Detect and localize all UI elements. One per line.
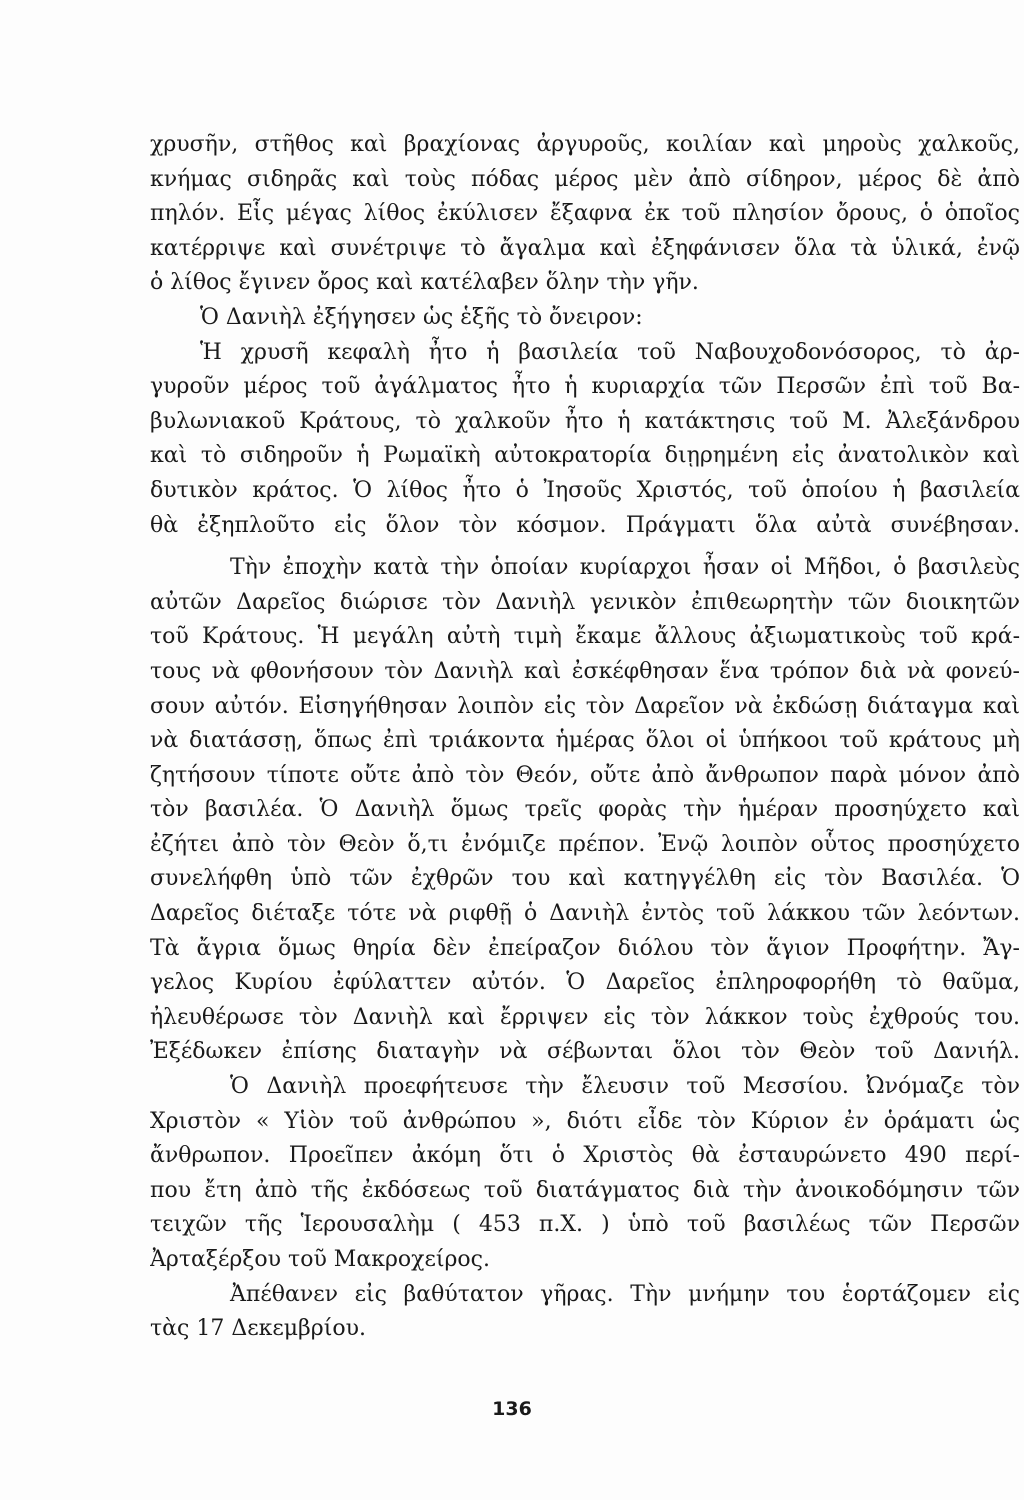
text-line: δυτικὸν κράτος. Ὁ λίθος ἦτο ὁ Ἰησοῦς Χριστός, τοῦ ὁποίου ἡ βασιλεία — [150, 477, 1020, 503]
text-line: αὐτῶν Δαρεῖος διώρισε τὸν Δανιὴλ γενικὸν ἐπιθεωρητὴν τῶν διοικητῶν — [150, 589, 1020, 615]
text-line: σουν αὐτόν. Εἰσηγήθησαν λοιπὸν εἰς τὸν Δαρεῖον νὰ ἐκδώσῃ διάταγμα καὶ — [150, 693, 1020, 719]
text-line: Χριστὸν « Υἱὸν τοῦ ἀνθρώπου », διότι εἶδε τὸν Κύριον ἐν ὁράματι ὡς — [150, 1108, 1020, 1134]
text-line: χρυσῆν, στῆθος καὶ βραχίονας ἀργυροῦς, κοιλίαν καὶ μηροὺς χαλκοῦς, — [150, 132, 1020, 157]
text-line: κνήμας σιδηρᾶς καὶ τοὺς πόδας μέρος μὲν ἀπὸ σίδηρον, μέρος δὲ ἀπὸ — [150, 166, 1020, 192]
body-text — [150, 128, 1020, 1347]
text-line: τειχῶν τῆς Ἱερουσαλὴμ ( 453 π.Χ. ) ὑπὸ τοῦ βασιλέως τῶν Περσῶν — [150, 1212, 1020, 1238]
text-line: τὸν βασιλέα. Ὁ Δανιὴλ ὅμως τρεῖς φορὰς τὴν ἡμέραν προσηύχετο καὶ — [150, 797, 1020, 823]
text-line: Τὰ ἄγρια ὅμως θηρία δὲν ἐπείραζον διόλου τὸν ἅγιον Προφήτην. Ἄγ- — [150, 935, 1020, 961]
text-line: γελος Κυρίου ἐφύλαττεν αὐτόν. Ὁ Δαρεῖος ἐπληροφορήθη τὸ θαῦμα, — [150, 970, 1020, 996]
text-line: συνελήφθη ὑπὸ τῶν ἐχθρῶν του καὶ κατηγγέλθη εἰς τὸν Βασιλέα. Ὁ — [150, 866, 1020, 892]
text-line: ὁ λίθος ἔγινεν ὄρος καὶ κατέλαβεν ὅλην τὴν γῆν. — [150, 270, 699, 296]
text-line: Τὴν ἐποχὴν κατὰ τὴν ὁποίαν κυρίαρχοι ἦσαν οἱ Μῆδοι, ὁ βασιλεὺς — [230, 555, 1020, 581]
text-line: ἠλευθέρωσε τὸν Δανιὴλ καὶ ἔρριψεν εἰς τὸν λάκκον τοὺς ἐχθρούς του. — [150, 1004, 1020, 1030]
text-line: Δαρεῖος διέταξε τότε νὰ ριφθῇ ὁ Δανιὴλ ἐντὸς τοῦ λάκκου τῶν λεόντων. — [150, 901, 1020, 927]
page-number: 136 — [492, 1398, 532, 1420]
text-line: καὶ τὸ σιδηροῦν ἡ Ρωμαϊκὴ αὐτοκρατορία διῃρημένη εἰς ἀνατολικὸν καὶ — [150, 443, 1020, 469]
text-line: νὰ διατάσσῃ, ὅπως ἐπὶ τριάκοντα ἡμέρας ὅλοι οἱ ὑπήκοοι τοῦ κράτους μὴ — [150, 728, 1020, 754]
text-line: πηλόν. Εἷς μέγας λίθος ἐκύλισεν ἔξαφνα ἐκ τοῦ πλησίον ὄρους, ὁ ὁποῖος — [150, 201, 1020, 227]
text-line: γυροῦν μέρος τοῦ ἀγάλματος ἦτο ἡ κυριαρχία τῶν Περσῶν ἐπὶ τοῦ Βα- — [150, 374, 1020, 400]
text-line: κατέρριψε καὶ συνέτριψε τὸ ἄγαλμα καὶ ἐξηφάνισεν ὅλα τὰ ὑλικά, ἐνῷ — [150, 235, 1020, 261]
text-line: Ἡ χρυσῆ κεφαλὴ ἦτο ἡ βασιλεία τοῦ Ναβουχοδονόσορος, τὸ ἀρ- — [200, 339, 1020, 365]
text-line: ζητήσουν τίποτε οὔτε ἀπὸ τὸν Θεόν, οὔτε ἀπὸ ἄνθρωπον παρὰ μόνον ἀπὸ — [150, 762, 1020, 788]
text-line: τὰς 17 Δεκεμβρίου. — [150, 1316, 366, 1342]
text-line: βυλωνιακοῦ Κράτους, τὸ χαλκοῦν ἦτο ἡ κατάκτησις τοῦ Μ. Ἀλεξάνδρου — [150, 408, 1020, 434]
text-line: Ὁ Δανιὴλ ἐξήγησεν ὡς ἑξῆς τὸ ὄνειρον: — [200, 304, 643, 330]
text-line: Ἀρταξέρξου τοῦ Μακροχείρος. — [150, 1247, 490, 1272]
text-line: Ὁ Δανιὴλ προεφήτευσε τὴν ἔλευσιν τοῦ Μεσσίου. Ὠνόμαζε τὸν — [230, 1074, 1020, 1100]
text-line: Ἐξέδωκεν ἐπίσης διαταγὴν νὰ σέβωνται ὅλοι τὸν Θεὸν τοῦ Δανιήλ. — [150, 1039, 1020, 1065]
text-line: Ἀπέθανεν εἰς βαθύτατον γῆρας. Τὴν μνήμην του ἑορτάζομεν εἰς — [230, 1281, 1020, 1307]
text-line: τοῦ Κράτους. Ἡ μεγάλη αὐτὴ τιμὴ ἔκαμε ἄλλους ἀξιωματικοὺς τοῦ κρά- — [150, 624, 1020, 650]
text-line: ἐζήτει ἀπὸ τὸν Θεὸν ὅ,τι ἐνόμιζε πρέπον. Ἐνῷ λοιπὸν οὗτος προσηύχετο — [150, 831, 1020, 857]
text-line: που ἔτη ἀπὸ τῆς ἐκδόσεως τοῦ διατάγματος διὰ τὴν ἀνοικοδόμησιν τῶν — [150, 1177, 1020, 1203]
text-line: ἄνθρωπον. Προεῖπεν ἀκόμη ὅτι ὁ Χριστὸς θὰ ἐσταυρώνετο 490 περί- — [150, 1143, 1020, 1169]
text-line: τους νὰ φθονήσουν τὸν Δανιὴλ καὶ ἐσκέφθησαν ἕνα τρόπον διὰ νὰ φονεύ- — [150, 658, 1020, 684]
text-line: θὰ ἐξηπλοῦτο εἰς ὅλον τὸν κόσμον. Πράγματι ὅλα αὐτὰ συνέβησαν. — [150, 512, 1020, 538]
